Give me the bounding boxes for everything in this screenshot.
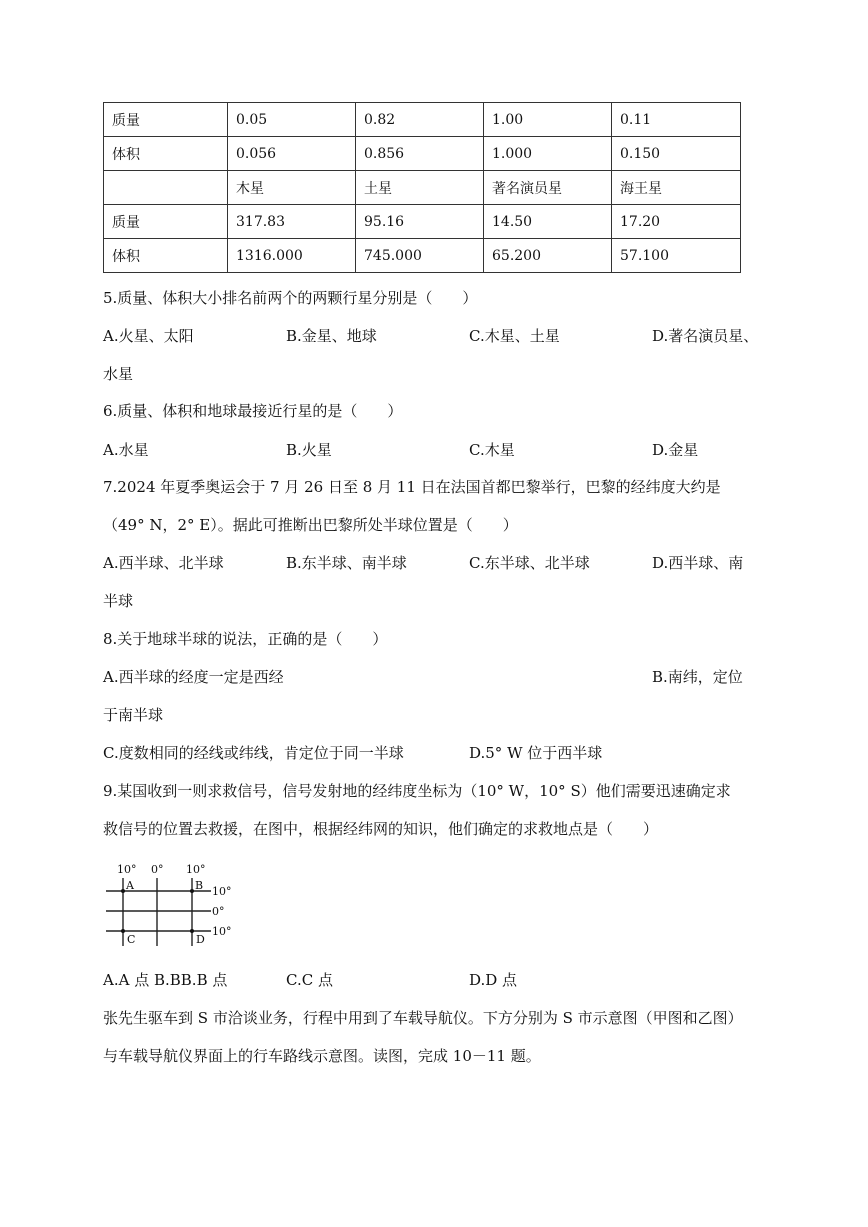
grid-point-label: B (195, 879, 204, 892)
table-cell: 745.000 (356, 239, 484, 273)
grid-top-label: 0° (151, 863, 164, 876)
q8-option-c[interactable]: C.度数相同的经线或纬线，肯定位于同一半球 (103, 744, 404, 762)
grid-right-label: 0° (212, 905, 225, 918)
grid-top-label: 10° (186, 863, 206, 876)
table-row (104, 239, 741, 273)
q5-option-d-continued: 水星 (103, 365, 134, 383)
lat-long-grid-figure (100, 858, 240, 948)
table-cell: 0.05 (228, 103, 356, 137)
q7-option-d[interactable]: D.西半球、南 (652, 554, 744, 572)
table-cell: 质量 (104, 205, 228, 239)
q9-stem-line2: 救信号的位置去救援，在图中，根据经纬网的知识，他们确定的求救地点是（ ） (103, 820, 659, 838)
grid-right-label: 10° (212, 925, 232, 938)
q9-option-c[interactable]: C.C 点 (286, 971, 333, 989)
table-cell: 0.856 (356, 137, 484, 171)
q5-stem: 5.质量、体积大小排名前两个的两颗行星分别是（ ） (103, 289, 478, 307)
table-cell: 土星 (356, 171, 484, 205)
table-cell: 317.83 (228, 205, 356, 239)
q8-stem: 8.关于地球半球的说法，正确的是（ ） (103, 630, 388, 648)
table-cell: 95.16 (356, 205, 484, 239)
q5-option-b[interactable]: B.金星、地球 (286, 327, 377, 345)
q8-option-d[interactable]: D.5° W 位于西半球 (469, 744, 603, 762)
table-cell: 1.00 (484, 103, 612, 137)
q5-option-d[interactable]: D.著名演员星、 (652, 327, 759, 345)
q8-option-a[interactable]: A.西半球的经度一定是西经 (103, 668, 284, 686)
q5-option-a[interactable]: A.火星、太阳 (103, 327, 194, 345)
q9-option-d[interactable]: D.D 点 (469, 971, 518, 989)
grid-point-label: A (126, 879, 134, 892)
grid-right-label: 10° (212, 885, 232, 898)
q6-option-b[interactable]: B.火星 (286, 441, 332, 459)
planet-data-table (103, 102, 741, 273)
q9-option-a-b[interactable]: A.A 点 B.BB.B 点 (103, 971, 228, 989)
table-cell: 著名演员星 (484, 171, 612, 205)
table-cell: 17.20 (612, 205, 741, 239)
q8-option-b[interactable]: B.南纬，定位 (652, 668, 743, 686)
table-cell: 木星 (228, 171, 356, 205)
table-cell: 体积 (104, 137, 228, 171)
table-cell: 0.82 (356, 103, 484, 137)
table-cell: 0.150 (612, 137, 741, 171)
q7-option-c[interactable]: C.东半球、北半球 (469, 554, 590, 572)
q7-option-d-continued: 半球 (103, 592, 134, 610)
q6-option-a[interactable]: A.水星 (103, 441, 149, 459)
grid-top-label: 10° (117, 863, 137, 876)
table-cell (104, 171, 228, 205)
table-cell: 65.200 (484, 239, 612, 273)
passage-line1: 张先生驱车到 S 市洽谈业务，行程中用到了车载导航仪。下方分别为 S 市示意图（甲图和乙图） (103, 1009, 743, 1027)
q5-option-c[interactable]: C.木星、土星 (469, 327, 560, 345)
table-cell: 体积 (104, 239, 228, 273)
lat-long-grid-svg (100, 858, 240, 948)
table-row (104, 205, 741, 239)
table-cell: 57.100 (612, 239, 741, 273)
grid-point-label: C (127, 933, 136, 946)
grid-point-a (121, 889, 125, 893)
table-cell: 0.056 (228, 137, 356, 171)
table-row (104, 137, 741, 171)
grid-point-d (190, 929, 194, 933)
q8-option-b-continued: 于南半球 (103, 706, 164, 724)
table-row (104, 103, 741, 137)
grid-point-b (190, 889, 194, 893)
table-cell: 14.50 (484, 205, 612, 239)
grid-point-c (121, 929, 125, 933)
q6-stem: 6.质量、体积和地球最接近行星的是（ ） (103, 402, 403, 420)
table-cell: 0.11 (612, 103, 741, 137)
q6-option-d[interactable]: D.金星 (652, 441, 699, 459)
table-cell: 海王星 (612, 171, 741, 205)
grid-point-label: D (196, 933, 205, 946)
table-cell: 质量 (104, 103, 228, 137)
q9-stem-line1: 9.某国收到一则求救信号，信号发射地的经纬度坐标为（10° W，10° S）他们需要迅速确定求 (103, 782, 731, 800)
table-cell: 1316.000 (228, 239, 356, 273)
q6-option-c[interactable]: C.木星 (469, 441, 515, 459)
table-cell: 1.000 (484, 137, 612, 171)
q7-stem-line2: （49° N，2° E）。据此可推断出巴黎所处半球位置是（ ） (103, 516, 518, 534)
table-row (104, 171, 741, 205)
q7-option-a[interactable]: A.西半球、北半球 (103, 554, 224, 572)
q7-option-b[interactable]: B.东半球、南半球 (286, 554, 407, 572)
passage-line2: 与车载导航仪界面上的行车路线示意图。读图，完成 10－11 题。 (103, 1047, 541, 1065)
q7-stem-line1: 7.2024 年夏季奥运会于 7 月 26 日至 8 月 11 日在法国首都巴黎举行，巴黎的经纬度大约是 (103, 478, 721, 496)
